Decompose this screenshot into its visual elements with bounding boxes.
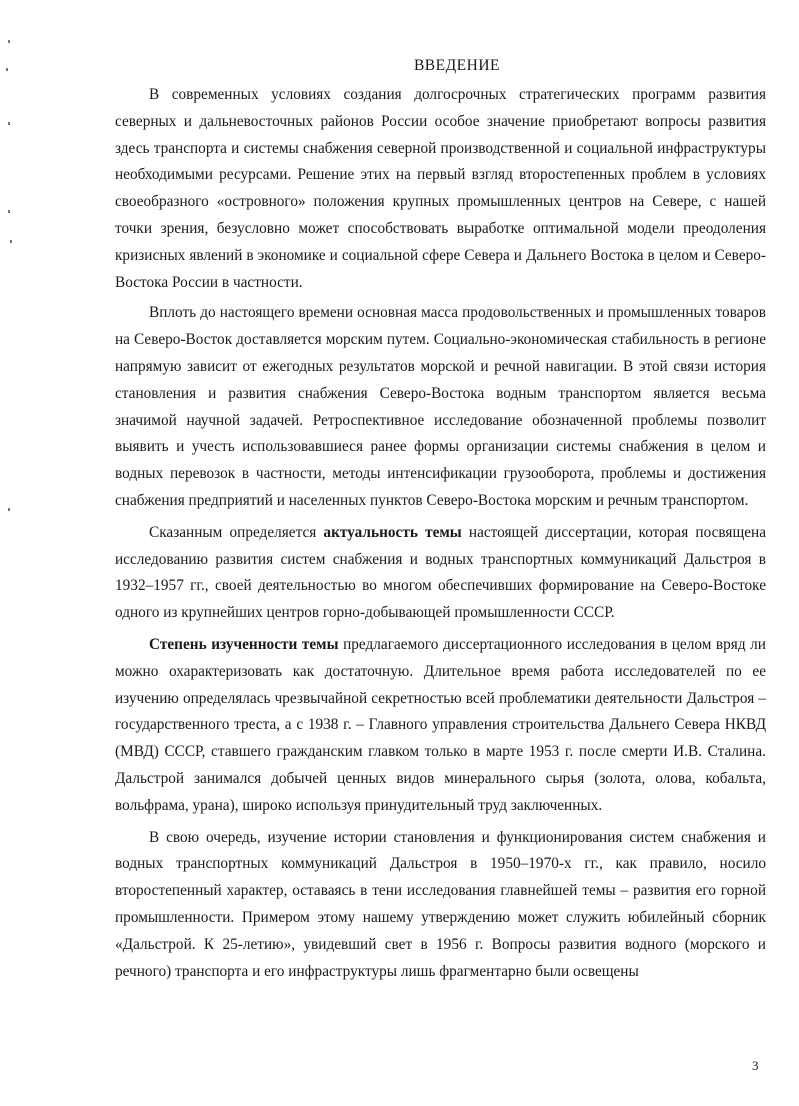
page-number: 3 [752, 1058, 759, 1073]
scan-mark [8, 210, 10, 213]
document-body [115, 82, 766, 985]
scan-mark [8, 40, 10, 43]
scan-mark [8, 122, 10, 125]
paragraph-text: настоящей диссертации, которая посвящена исследованию развития систем снабжения и водных транспортных коммуникаций Дальстроя в 1932–1957 гг., своей деятельностью во многом обеспечивших формирование на Северо-Востоке одного из крупнейших центров горно-добывающей промышленности СССР. [115, 523, 766, 622]
paragraph [115, 825, 766, 986]
scan-mark [8, 508, 10, 511]
paragraph-bold-term: актуальность темы [323, 523, 462, 541]
paragraph-text: В свою очередь, изучение истории становления и функционирования систем снабжения и водных транспортных коммуникаций Дальстроя в 1950–1970-х гг., как правило, носило второстепенный характер, оставаясь в тени исследования главнейшей темы – развития его горной промышленности. Примером этому нашему утверждению может служить юбилейный сборник «Дальстрой. К 25-летию», увидевший свет в 1956 г. Вопросы развития водного (морского и речного) транспорта и его инфраструктуры лишь фрагментарно были освещены [115, 828, 766, 980]
paragraph [115, 632, 766, 820]
paragraph-text: Вплоть до настоящего времени основная масса продовольственных и промышленных товаров на Северо-Восток доставляется морским путем. Социально-экономическая стабильность в регионе напрямую зависит от ежегодных результатов морской и речной навигации. В этой связи история становления и развития снабжения Северо-Востока водным транспортом является весьма значимой научной задачей. Ретроспективное исследование обозначенной проблемы позволит выявить и учесть использовавшиеся ранее формы организации системы снабжения в целом и водных перевозок в частности, методы интенсификации грузооборота, проблемы и достижения снабжения предприятий и населенных пунктов Северо-Востока морским и речным транспортом. [115, 304, 766, 509]
page-title: ВВЕДЕНИЕ [413, 57, 501, 74]
paragraph-lead: Сказанным определяется [149, 523, 324, 541]
paragraph-text: В современных условиях создания долгосрочных стратегических программ развития северных и дальневосточных районов России особое значение приобретают вопросы развития здесь транспорта и системы снабжения северной производственной и социальной инфраструктуры необходимыми ресурсами. Решение этих на первый взгляд второстепенных проблем в условиях своеобразного «островного» положения крупных промышленных центров на Севере, с нашей точки зрения, безусловно может способствовать выработке оптимальной модели преодоления кризисных явлений в экономике и социальной сфере Севера и Дальнего Востока в целом и Северо-Востока России в частности. [115, 86, 766, 291]
paragraph [115, 300, 766, 514]
paragraph [115, 520, 766, 627]
scan-mark [10, 240, 12, 243]
paragraph [115, 82, 766, 296]
paragraph-text: предлагаемого диссертационного исследования в целом вряд ли можно охарактеризовать как достаточную. Длительное время работа исследователей по ее изучению определялась чрезвычайной секретностью всей проблематики деятельности Дальстроя – государственного треста, а с 1938 г. – Главного управления строительства Дальнего Севера НКВД (МВД) СССР, ставшего гражданским главком только в марте 1953 г. после смерти И.В. Сталина. Дальстрой занимался добычей ценных видов минерального сырья (золота, олова, кобальта, вольфрама, урана), широко используя принудительный труд заключенных. [115, 635, 766, 814]
paragraph-bold-term: Степень изученности темы [149, 635, 339, 653]
